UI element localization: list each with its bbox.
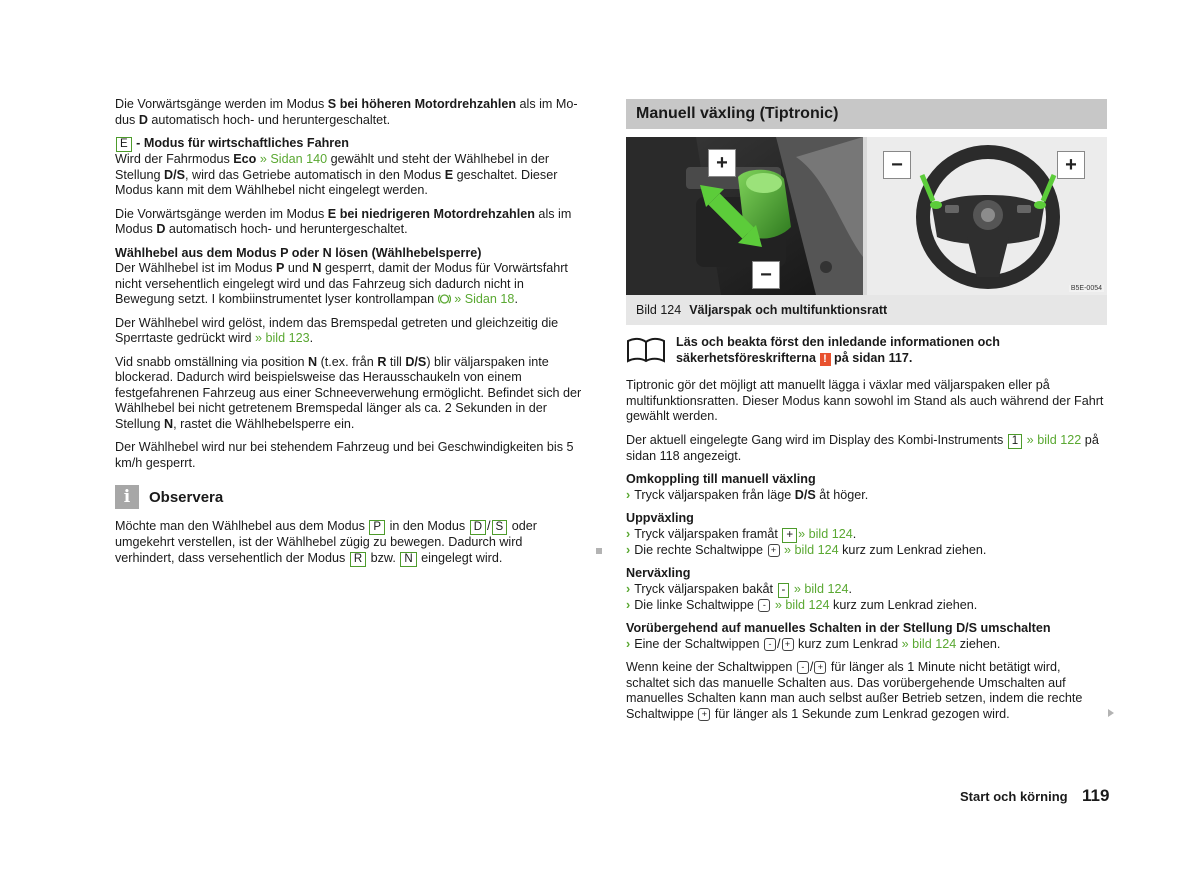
link-sidan-18[interactable]: » Sidan 18: [450, 292, 515, 306]
link-bild-124[interactable]: » bild 124: [798, 526, 853, 541]
continue-arrow-icon: [1108, 709, 1114, 717]
link-bild-124[interactable]: » bild 124: [790, 581, 849, 596]
upshift: Uppväxling › Tryck väljarspaken framåt + » bild 124. › Die rechte Schaltwippe + » bild 124 kurz zum Lenkrad ziehen.: [626, 511, 987, 557]
mode-e-key: E: [116, 137, 132, 152]
open-book-icon: [626, 337, 666, 363]
chevron-right-icon: ›: [626, 526, 631, 541]
link-bild-122[interactable]: » bild 122: [1023, 432, 1082, 447]
paragraph-timeout: Wenn keine der Schaltwippen - / + für länger als 1 Minute nicht betätigt wird, schaltet sich das manuelle Schalten aus. Das vorübergehende Umschalten auf manuelles Schalten kann man auch selbst außer Betrieb setzen, indem die rechte Schaltwippe + für länger als 1 Sekunde zum Lenkrad gezogen wird.: [626, 660, 1083, 721]
section-end-marker: [596, 548, 602, 554]
paragraph-release: Der Wählhebel wird gelöst, indem das Bremspedal getreten und gleichzeitig die Sperrtaste gedrückt wird » bild 123.: [115, 315, 559, 345]
observera-heading: [115, 485, 583, 509]
link-bild-124[interactable]: » bild 124: [780, 542, 839, 557]
left-column: [115, 97, 583, 575]
paragraph-eco-mode: E - Modus für wirtschaftliches Fahren Wird der Fahrmodus Eco » Sidan 140 gewählt und steht der Wählhebel in der Stellung D/S, wird das Getriebe automatisch in den Modus E geschaltet. Dieser Modus kann mit dem Wählhebel nicht eingelegt werden.: [115, 136, 558, 197]
temporary-manual: Vorübergehend auf manuelles Schalten in der Stellung D/S umschalten › Eine der Schaltwippen - / + kurz zum Lenkrad » bild 124 ziehen.: [626, 621, 1051, 651]
link-bild-124[interactable]: » bild 124: [901, 636, 957, 651]
chevron-right-icon: ›: [626, 581, 631, 596]
figure-caption: Bild 124 Väljarspak och multifunktionsratt: [626, 295, 1107, 325]
page-number: 119: [1082, 786, 1110, 805]
observera-text: Möchte man den Wählhebel aus dem Modus P in den Modus D / S oder umgekehrt verstellen, ist der Wählhebel zügig zu bewegen. Dadurch wird verhindert, dass versehentlich der Modus R bzw. N eingelegt wird.: [115, 519, 537, 565]
paragraph-tiptronic: Tiptronic gör det möjligt att manuellt lägga i växlar med väljarspaken eller på multifunktionsratten. Dieser Modus kann sowohl im Stand als auch während der Fahrt gewählt werden.: [626, 378, 1104, 423]
lever-lock-title: Wählhebel aus dem Modus P oder N lösen (Wählhebelsperre): [115, 245, 482, 260]
link-sidan-140[interactable]: » Sidan 140: [256, 152, 328, 166]
safety-notice: Läs och beakta först den inledande informationen och säkerhetsföreskrifterna ! på sidan 117.: [626, 335, 1107, 366]
chevron-right-icon: ›: [626, 487, 631, 502]
paragraph-modes-e: Die Vorwärtsgänge werden im Modus E bei niedrigeren Motordrehzahlen als im Modus D automatisch hoch- und heruntergeschaltet.: [115, 206, 572, 236]
paddle-plus-icon: +: [1057, 151, 1085, 179]
link-bild-124[interactable]: » bild 124: [771, 597, 830, 612]
link-bild-123[interactable]: » bild 123: [255, 331, 310, 345]
switch-manual: Omkoppling till manuell växling › Tryck väljarspaken från läge D/S åt höger.: [626, 472, 869, 502]
lever-minus-icon: −: [752, 261, 780, 289]
figure-code: B5E-0054: [1070, 285, 1102, 292]
footer-section-label: Start och körning: [960, 789, 1068, 804]
chevron-right-icon: ›: [626, 636, 631, 651]
gear-lever-image: [626, 137, 863, 295]
info-icon: i: [115, 485, 139, 509]
paddle-minus-icon: −: [883, 151, 911, 179]
downshift: Nerväxling › Tryck väljarspaken bakåt - » bild 124. › Die linke Schaltwippe - » bild 124 kurz zum Lenkrad ziehen.: [626, 566, 978, 612]
chevron-right-icon: ›: [626, 597, 631, 612]
right-column: [626, 99, 1107, 730]
paragraph-quick-shift: Vid snabb omställning via position N (t.ex. från R till D/S) blir väljarspaken inte blockerad. Dadurch wird beispielsweise das Herausschaukeln von einem festgefahrenen Fahrzeug aus einer Schneeverwehung ermöglicht. Befindet sich der Wählhebel bei nicht getretenem Bremspedal länger als ca. 2 Sekunden in der Stellung N, rastet die Wählhebelsperre ein.: [115, 354, 582, 431]
chevron-right-icon: ›: [626, 542, 631, 557]
foot-brake-icon: [438, 294, 451, 304]
observera-title: Observera: [149, 488, 224, 506]
lever-plus-icon: +: [708, 149, 736, 177]
paragraph-display: Der aktuell eingelegte Gang wird im Display des Kombi-Instruments 1 » bild 122 på sidan 118 angezeigt.: [626, 432, 1099, 463]
warning-icon: !: [820, 353, 831, 366]
section-heading: Manuell växling (Tiptronic): [626, 99, 1107, 129]
paragraph-lock-speed: Der Wählhebel wird nur bei stehendem Fahrzeug und bei Geschwindigkeiten bis 5 km/h gesperrt.: [115, 440, 574, 470]
paragraph-modes-s: Die Vorwärtsgänge werden im Modus S bei höheren Motordrehzahlen als im Mo-dus D automatisch hoch- und heruntergeschaltet.: [115, 97, 578, 127]
paragraph-lever-lock: Wählhebel aus dem Modus P oder N lösen (Wählhebelsperre) Der Wählhebel ist im Modus P und N gesperrt, damit der Modus für Vorwärtsfahrt nicht versehentlich eingelegt wird und das Fahrzeug sich dadurch nicht in Bewegung setzt. I kombiinstrumentet lyser kontrollampan » Sidan 18.: [115, 245, 568, 306]
figure-124: [626, 137, 1107, 295]
